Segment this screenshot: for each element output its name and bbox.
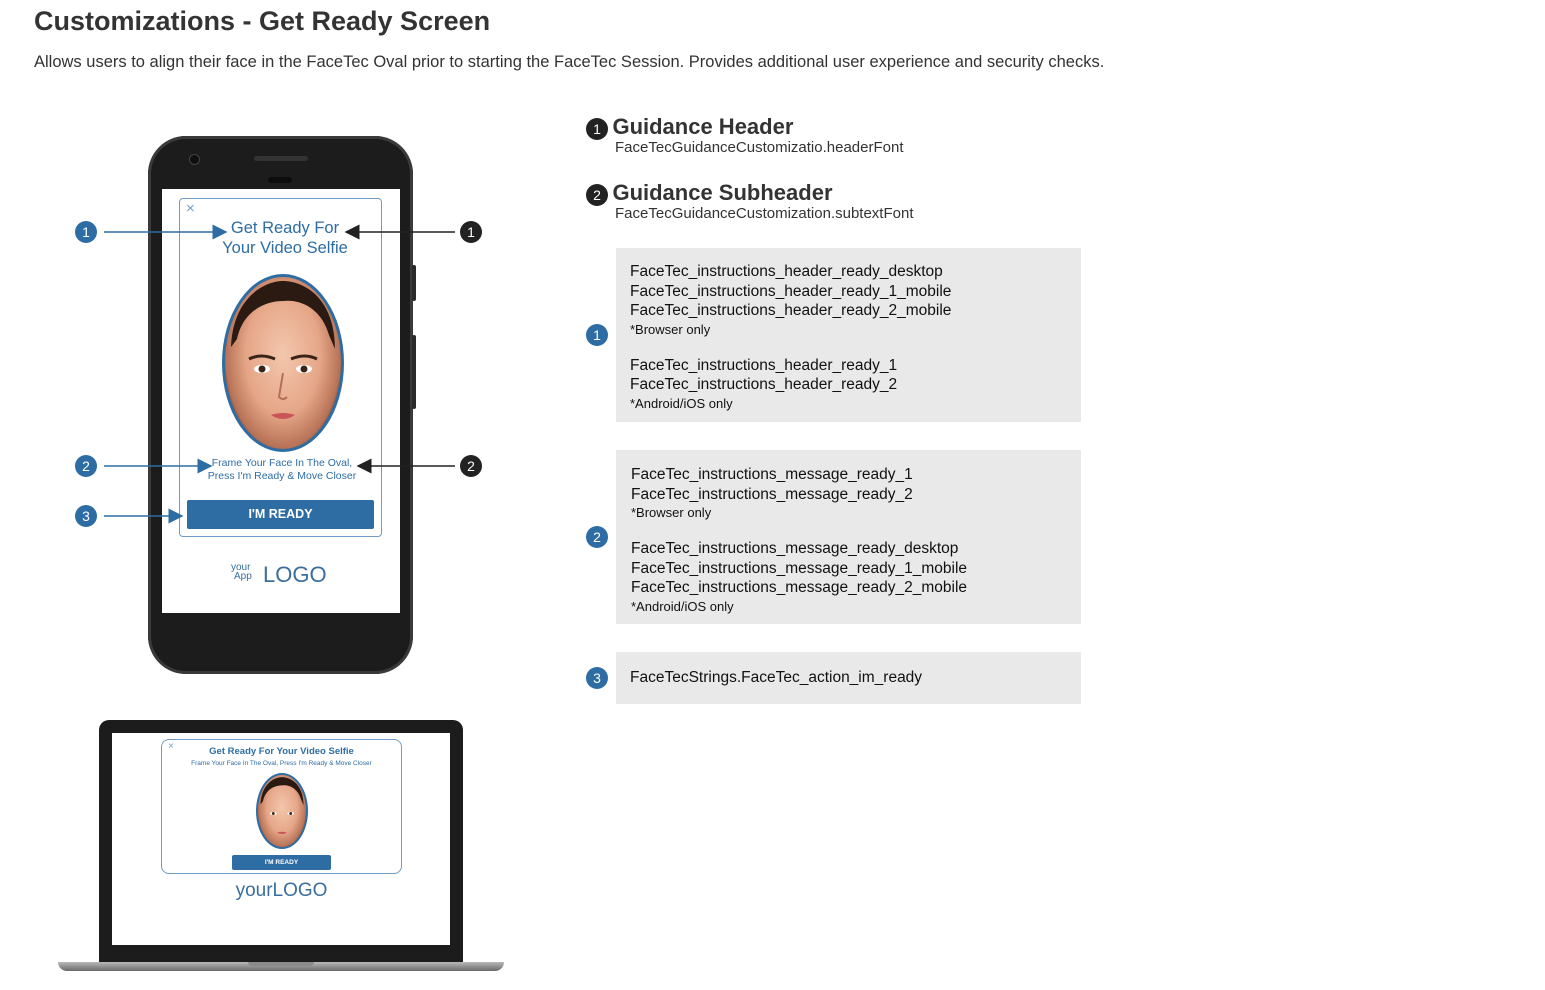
laptop-notch	[248, 962, 314, 966]
string-key: FaceTec_instructions_message_ready_1	[631, 466, 913, 483]
string-key: FaceTec_instructions_header_ready_1_mobile	[630, 282, 952, 300]
page-description: Allows users to align their face in the FaceTec Oval prior to starting the FaceTec Session. Provides additional user experience and security checks.	[34, 53, 1105, 71]
string-key: FaceTec_instructions_message_ready_1_mobile	[631, 559, 968, 577]
face-illustration	[258, 775, 306, 847]
number-badge: 1	[586, 118, 608, 140]
subheader-line: Frame Your Face In The Oval,	[211, 457, 353, 469]
callout-badge: 2	[460, 455, 482, 477]
string-key: FaceTec_instructions_header_ready_desktop	[630, 263, 943, 280]
laptop-guidance-subheader: Frame Your Face In The Oval, Press I'm Ready & Move Closer	[191, 760, 372, 767]
callout-badge: 1	[75, 221, 97, 243]
laptop-guidance-header: Get Ready For Your Video Selfie	[209, 746, 354, 757]
im-ready-button[interactable]: I'M READY	[187, 500, 374, 529]
callout-badge: 3	[75, 505, 97, 527]
header-line: Get Ready For	[230, 219, 340, 237]
platform-note: *Android/iOS only	[631, 598, 734, 614]
number-badge: 1	[586, 324, 608, 346]
face-oval-image	[256, 773, 308, 849]
close-icon[interactable]: ×	[186, 200, 195, 217]
subheader-line: Press I'm Ready & Move Closer	[207, 470, 357, 482]
app-logo: yourLOGO	[235, 880, 328, 901]
string-key: FaceTec_instructions_header_ready_2_mobile	[630, 302, 952, 319]
string-key: FaceTecStrings.FaceTec_action_im_ready	[630, 669, 923, 686]
platform-note: *Android/iOS only	[630, 395, 733, 411]
string-key: FaceTec_instructions_message_ready_2_mobile	[631, 579, 968, 596]
number-badge: 3	[586, 667, 608, 689]
page-title: Customizations - Get Ready Screen	[34, 6, 491, 36]
number-badge: 2	[586, 526, 608, 548]
number-badge: 2	[586, 184, 608, 206]
legend-title: Guidance Subheader	[612, 180, 833, 205]
legend-subtitle: FaceTecGuidanceCustomizatio.headerFont	[615, 139, 904, 156]
header-line: Your Video Selfie	[222, 239, 348, 257]
logo-word: your	[231, 562, 251, 573]
callout-badge: 2	[75, 455, 97, 477]
platform-note: *Browser only	[631, 505, 712, 520]
logo-word: App	[234, 571, 252, 582]
platform-note: *Browser only	[630, 321, 711, 337]
string-key: FaceTec_instructions_message_ready_desktop	[631, 540, 959, 557]
string-key: FaceTec_instructions_message_ready_2	[631, 485, 913, 503]
legend-subtitle: FaceTecGuidanceCustomization.subtextFont	[615, 205, 914, 222]
im-ready-button[interactable]: I'M READY	[232, 855, 331, 870]
string-key: FaceTec_instructions_header_ready_2	[630, 376, 898, 393]
string-key: FaceTec_instructions_header_ready_1	[630, 356, 898, 374]
callout-badge: 1	[460, 221, 482, 243]
close-icon[interactable]: ×	[168, 741, 174, 752]
legend-title: Guidance Header	[612, 114, 794, 139]
app-logo: LOGO	[263, 562, 327, 587]
